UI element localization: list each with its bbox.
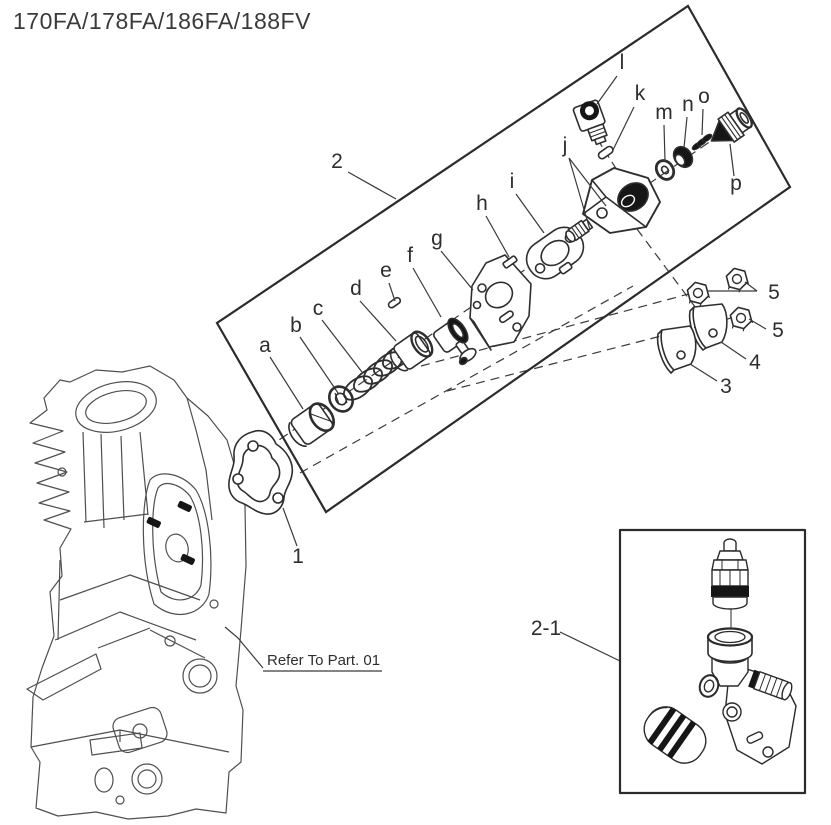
plane-dash xyxy=(300,286,633,473)
part-m-washer xyxy=(653,157,678,183)
refer-note-group xyxy=(263,652,382,671)
part-label-l: l xyxy=(619,51,625,74)
part-label-j: j xyxy=(562,134,568,157)
part-l-banjo-bolt xyxy=(573,99,612,147)
nut-5-upper xyxy=(726,268,748,292)
part-label-p: p xyxy=(730,172,742,195)
part-g-plate xyxy=(470,255,531,350)
page-title: 170FA/178FA/186FA/188FV xyxy=(13,8,311,34)
crankcase-drawing xyxy=(27,366,246,819)
part-label-h: h xyxy=(476,192,488,215)
part-label-1: 1 xyxy=(292,545,304,568)
part-label-5b: 5 xyxy=(772,319,784,342)
part-label-2-1: 2-1 xyxy=(530,617,562,640)
part-label-o: o xyxy=(698,85,710,108)
part-label-3: 3 xyxy=(720,375,732,398)
part-o-spring xyxy=(691,133,713,152)
part-label-2: 2 xyxy=(331,150,343,173)
part-label-b: b xyxy=(290,314,302,337)
part-label-f: f xyxy=(407,244,413,267)
part-a-cup xyxy=(284,399,339,450)
part-label-g: g xyxy=(431,227,443,250)
part-3-plate xyxy=(658,326,696,373)
part-label-k: k xyxy=(634,82,646,105)
refer-note: Refer To Part. 01 xyxy=(267,652,381,669)
inset-2-1 xyxy=(620,530,805,793)
part-label-d: d xyxy=(350,277,362,300)
part-1-gasket xyxy=(229,431,292,514)
part-label-5a: 5 xyxy=(768,281,780,304)
part-label-c: c xyxy=(312,297,324,320)
exploded-parts xyxy=(229,99,756,514)
part-label-e: e xyxy=(380,259,392,282)
part-label-4: 4 xyxy=(749,351,761,374)
part-k-pin xyxy=(597,145,614,160)
part-label-n: n xyxy=(682,93,694,116)
nut-5-left xyxy=(687,282,709,306)
part-label-i: i xyxy=(509,170,515,193)
part-label-m: m xyxy=(655,101,673,124)
part-j-pump-body xyxy=(564,168,660,244)
part-label-a: a xyxy=(259,334,271,357)
